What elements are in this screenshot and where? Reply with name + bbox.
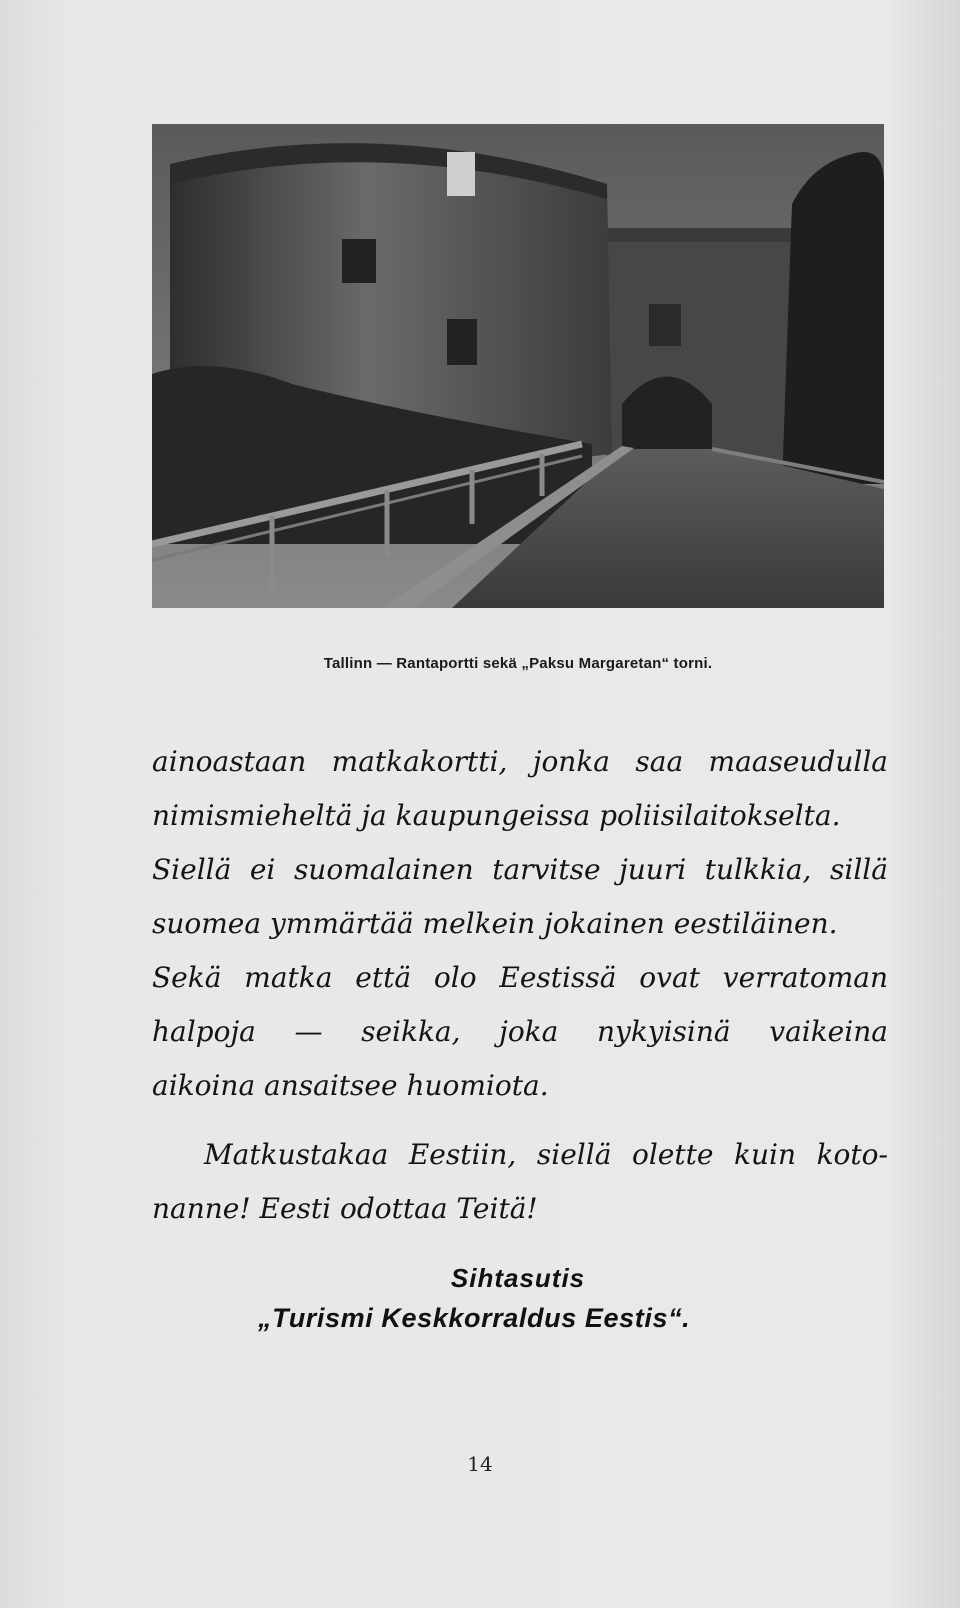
word: tarvitse bbox=[492, 853, 601, 886]
word: Sekä bbox=[152, 961, 222, 994]
word: olette bbox=[631, 1138, 714, 1171]
closing-line-1 bbox=[152, 1128, 888, 1182]
word: ainoastaan bbox=[152, 745, 307, 778]
word: olo bbox=[433, 961, 477, 994]
closing-line-2: nanne! Eesti odottaa Teitä! bbox=[152, 1192, 538, 1225]
word: suomalainen bbox=[293, 853, 474, 886]
text-line-7: aikoina ansaitsee huomiota. bbox=[152, 1069, 549, 1102]
body-paragraph bbox=[152, 735, 888, 1113]
word: saa bbox=[635, 745, 684, 778]
word: Eestiin, bbox=[408, 1138, 517, 1171]
word: verratoman bbox=[722, 961, 888, 994]
word: että bbox=[355, 961, 412, 994]
text-line-4: suomea ymmärtää melkein jokainen eestiläinen. bbox=[152, 907, 838, 940]
text-line-6 bbox=[152, 1005, 888, 1059]
word: halpoja bbox=[152, 1015, 256, 1048]
closing-paragraph bbox=[152, 1128, 888, 1236]
word: jonka bbox=[532, 745, 610, 778]
photo-tallinn-gate bbox=[152, 124, 884, 608]
word: kuin bbox=[734, 1138, 796, 1171]
word: Matkustakaa bbox=[204, 1138, 389, 1171]
page-number: 14 bbox=[467, 1452, 493, 1476]
word: juuri bbox=[619, 853, 687, 886]
word: seikka, bbox=[361, 1015, 461, 1048]
word: matka bbox=[244, 961, 333, 994]
word: joka bbox=[499, 1015, 559, 1048]
text-line-3 bbox=[152, 843, 888, 897]
word: Siellä bbox=[152, 853, 232, 886]
signature-line-2: „Turismi Keskkorraldus Eestis“. bbox=[258, 1303, 691, 1333]
signature-block bbox=[150, 1263, 886, 1333]
word: matkakortti, bbox=[331, 745, 508, 778]
word: tulkkia, bbox=[704, 853, 812, 886]
word: siellä bbox=[536, 1138, 612, 1171]
word: nykyisinä bbox=[596, 1015, 731, 1048]
word: ovat bbox=[639, 961, 700, 994]
word: maaseudulla bbox=[708, 745, 888, 778]
word: — bbox=[294, 1015, 323, 1048]
signature-line-1: Sihtasutis bbox=[450, 1263, 586, 1293]
word: sillä bbox=[830, 853, 888, 886]
photo-caption: Tallinn — Rantaportti sekä „Paksu Margaretan“ torni. bbox=[323, 655, 713, 672]
text-line-1 bbox=[152, 735, 888, 789]
word: ei bbox=[249, 853, 276, 886]
text-line-5 bbox=[152, 951, 888, 1005]
photo-illustration bbox=[152, 124, 884, 608]
word: koto- bbox=[816, 1138, 888, 1171]
text-line-2: nimismieheltä ja kaupungeissa poliisilaitokselta. bbox=[152, 799, 841, 832]
word: Eestissä bbox=[499, 961, 617, 994]
word: vaikeina bbox=[769, 1015, 888, 1048]
